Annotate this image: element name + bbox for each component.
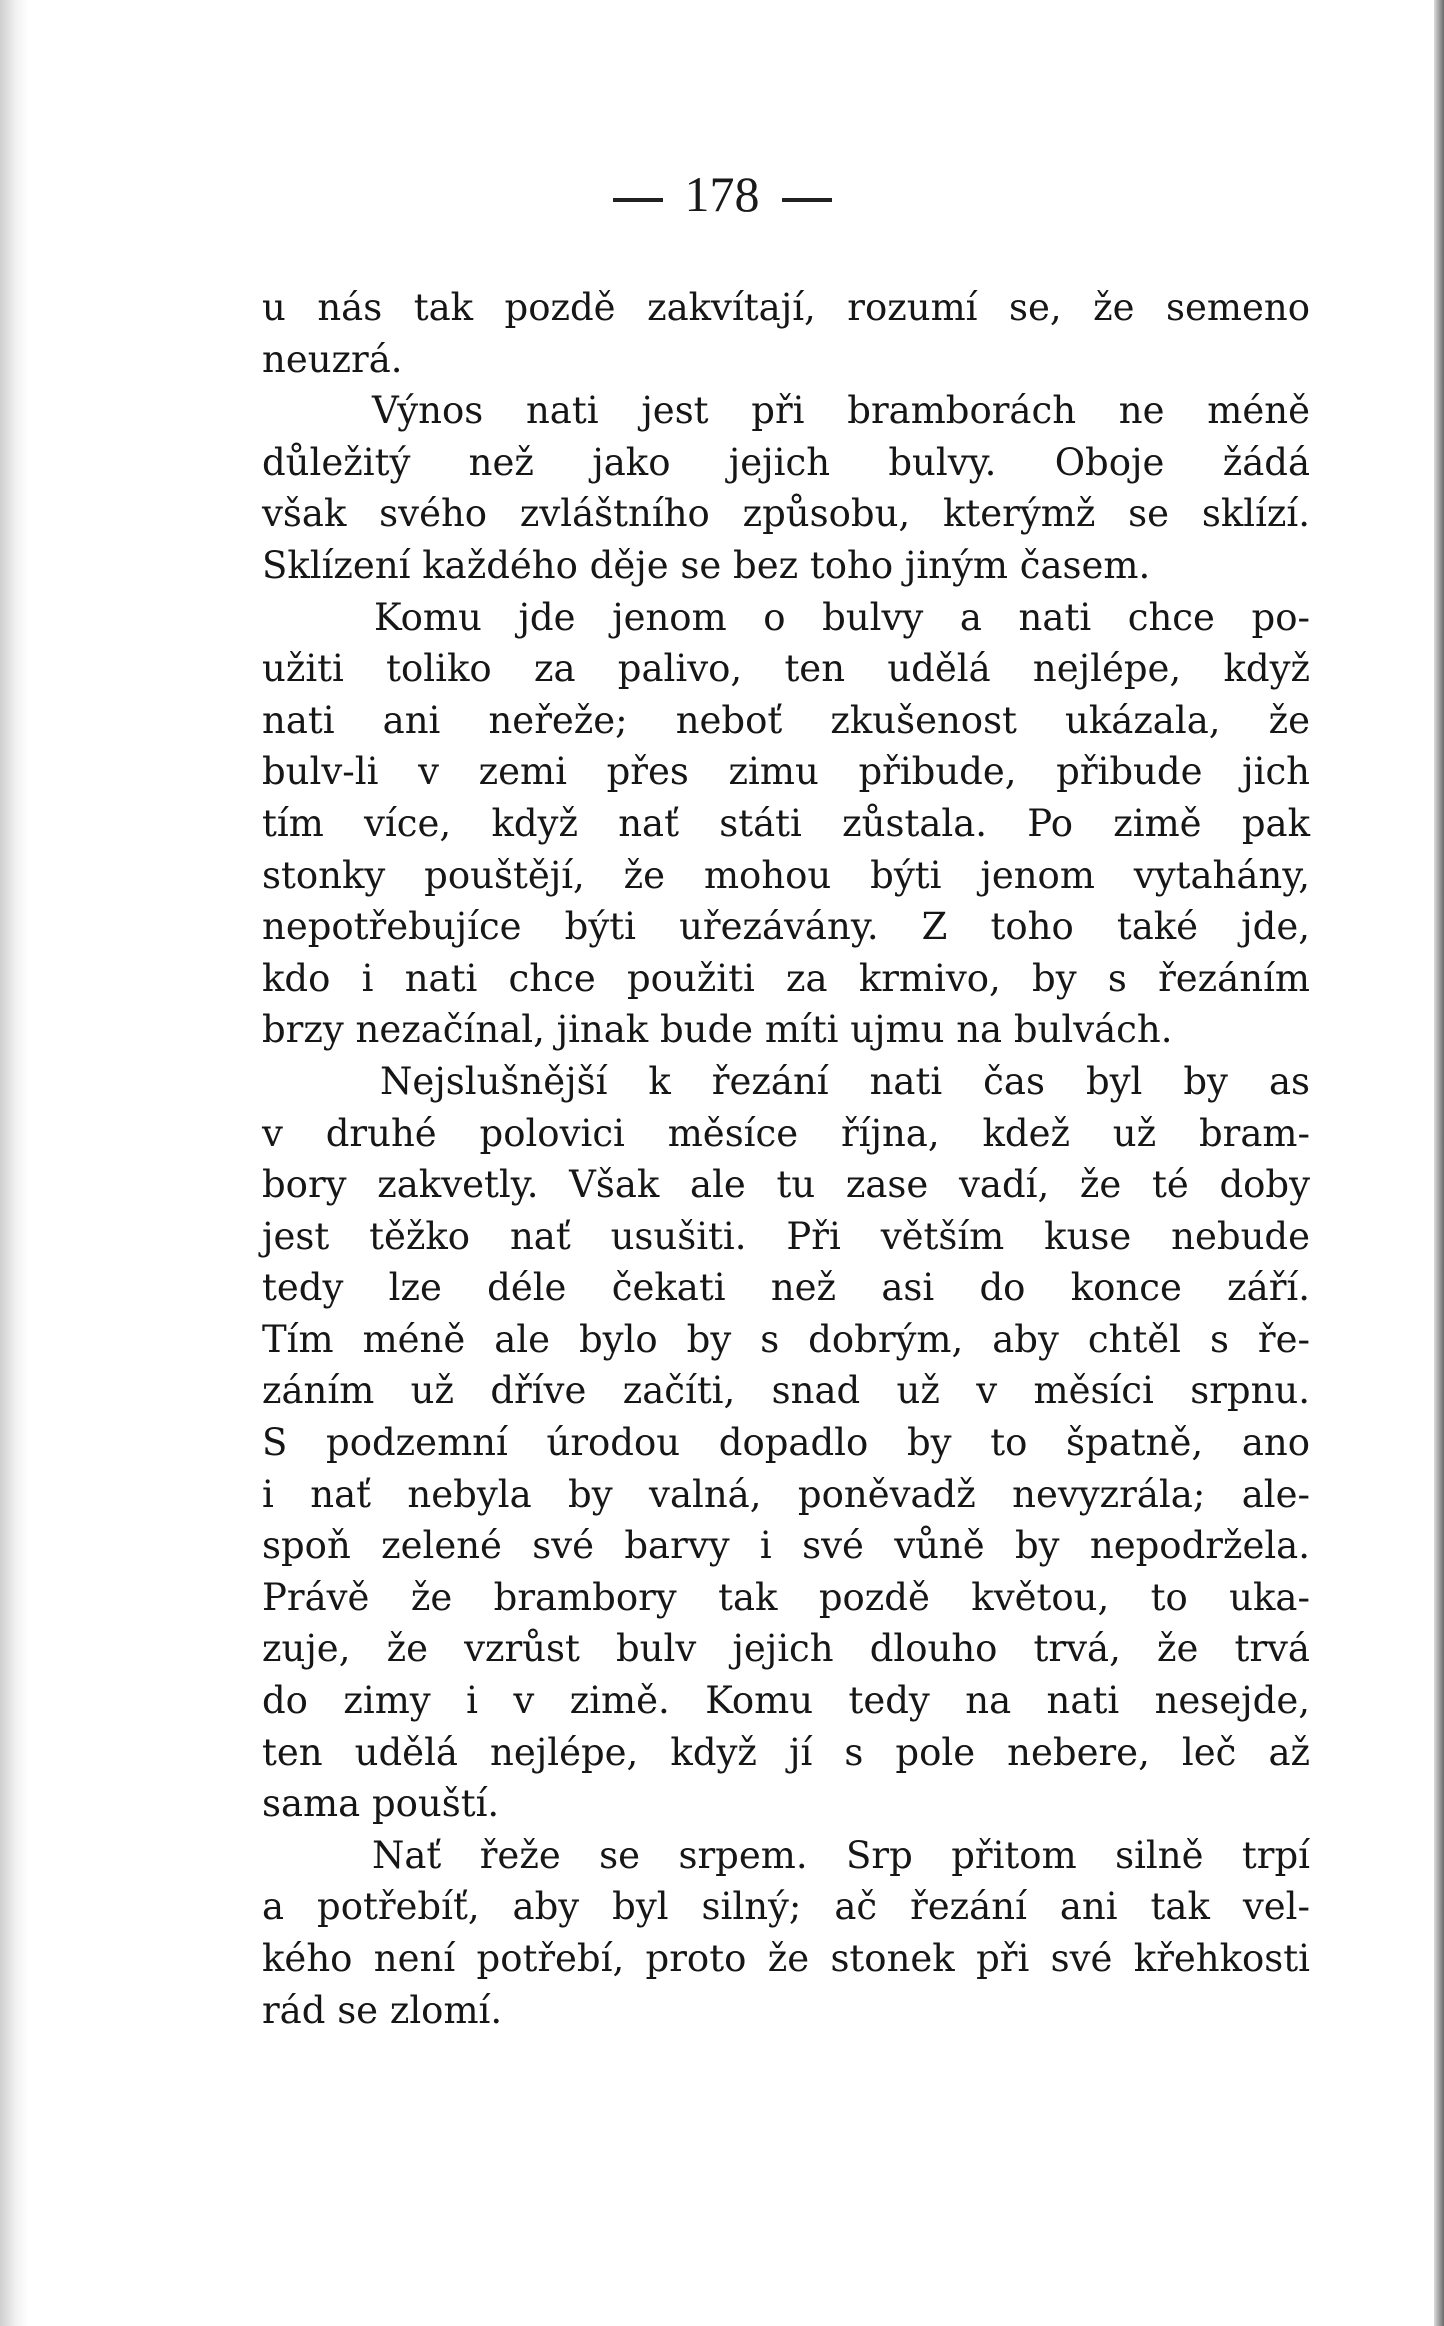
text-line: Tím méně ale bylo by s dobrým, aby chtěl s ře- [262,1317,1310,1361]
text-line: Komu jde jenom o bulvy a nati chce po- [374,595,1310,639]
page-number: 178 [684,166,760,222]
text-line: v druhé polovici měsíce října, kdež už bram- [262,1111,1310,1155]
text-line: i nať nebyla by valná, poněvadž nevyzrála; ale- [262,1472,1310,1516]
text-line: nepotřebujíce býti uřezávány. Z toho také jde, [262,905,1310,949]
text-line: neuzrá. [262,337,403,381]
text-line: Nať řeže se srpem. Srp přitom silně trpí [372,1833,1310,1877]
text-line: jest těžko nať usušiti. Při větším kuse nebude [262,1214,1310,1258]
text-line: bory zakvetly. Však ale tu zase vadí, že té doby [262,1163,1310,1207]
body-text [262,282,1310,2036]
text-line: Nejslušnější k řezání nati čas byl by as [380,1059,1310,1103]
text-line: však svého zvláštního způsobu, kterýmž se sklízí. [262,492,1310,536]
text-line: důležitý než jako jejich bulvy. Oboje žádá [262,440,1310,484]
text-line: zuje, že vzrůst bulv jejich dlouho trvá, že trvá [262,1627,1310,1671]
text-line: Právě že brambory tak pozdě květou, to uka- [262,1575,1310,1619]
text-line: tedy lze déle čekati než asi do konce září. [262,1266,1310,1310]
text-line: nati ani neřeže; neboť zkušenost ukázala, že [262,698,1310,742]
text-line: Sklízení každého děje se bez toho jiným časem. [262,543,1151,587]
text-line: u nás tak pozdě zakvítají, rozumí se, že semeno [262,286,1310,329]
text-line: tím více, když nať státi zůstala. Po zimě pak [262,801,1310,845]
header-dash-left [613,198,663,202]
text-line: užiti toliko za palivo, ten udělá nejlépe, když [262,647,1310,691]
text-line: bulv-li v zemi přes zimu přibude, přibude jich [262,750,1310,794]
text-line: rád se zlomí. [262,1988,503,2032]
text-line: brzy nezačínal, jinak bude míti ujmu na bulvách. [262,1008,1173,1052]
text-line: spoň zelené své barvy i své vůně by nepodržela. [262,1524,1310,1568]
page-left-edge [0,0,28,2326]
header-dash-right [782,198,832,202]
text-line: Výnos nati jest při bramborách ne méně [372,389,1310,433]
text-line: kého není potřebí, proto že stonek při své křehkosti [262,1937,1310,1980]
text-line: a potřebíť, aby byl silný; ač řezání ani tak vel- [262,1885,1310,1929]
page-right-edge [1434,0,1444,2326]
text-line: stonky pouštějí, že mohou býti jenom vytahány, [262,853,1310,897]
page-header [0,165,1444,225]
text-line: záním už dříve začíti, snad už v měsíci srpnu. [262,1369,1310,1413]
text-line: sama pouští. [262,1782,500,1826]
text-line: do zimy i v zimě. Komu tedy na nati nesejde, [262,1679,1310,1723]
text-line: ten udělá nejlépe, když jí s pole nebere, leč až [262,1730,1310,1774]
text-line: S podzemní úrodou dopadlo by to špatně, ano [262,1421,1310,1465]
text-line: kdo i nati chce použiti za krmivo, by s řezáním [262,956,1310,1000]
